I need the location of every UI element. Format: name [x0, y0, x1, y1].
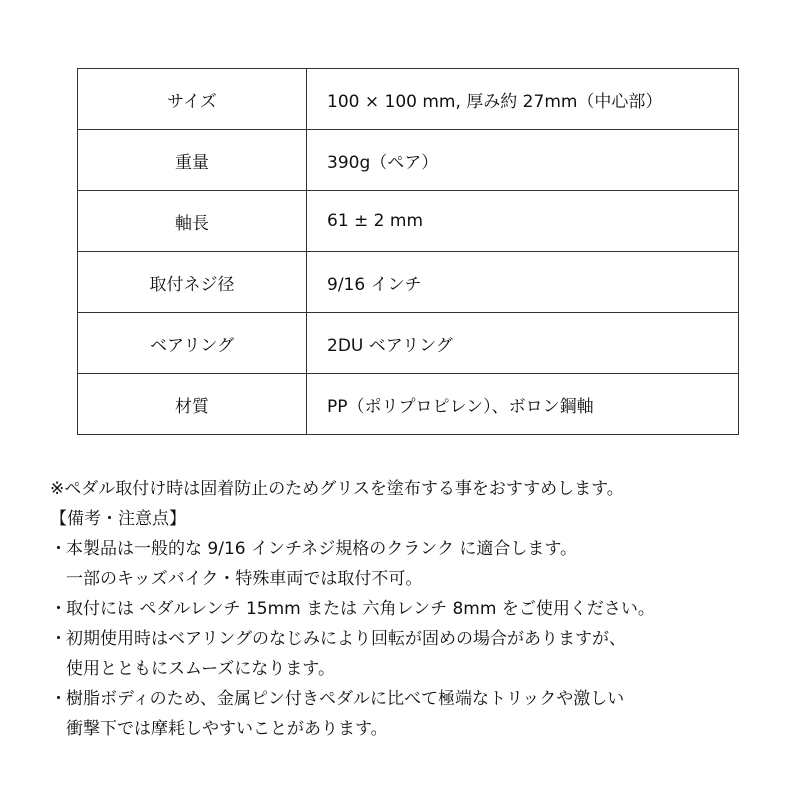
note-text-continued: 使用とともにスムーズになります。 [66, 659, 335, 679]
spec-value: PP（ポリプロピレン）、ボロン鋼軸 [307, 374, 739, 435]
spec-label: 重量 [78, 130, 307, 191]
spec-value: 390g（ペア） [307, 130, 739, 191]
spec-value: 2DU ベアリング [307, 313, 739, 374]
spec-value: 100 × 100 mm, 厚み約 27mm（中心部） [307, 69, 739, 130]
note-item [50, 534, 790, 594]
notes-section [50, 474, 790, 744]
note-text-continued: 一部のキッズバイク・特殊車両では取付不可。 [66, 569, 423, 589]
bullet-mark: ・ [50, 689, 67, 709]
spec-label: 取付ネジ径 [78, 252, 307, 313]
spec-value: 61 ± 2 mm [307, 191, 739, 252]
spec-row-weight [78, 130, 739, 191]
note-text: 初期使用時はベアリングのなじみにより回転が固めの場合がありますが、 [66, 629, 626, 649]
spec-value: 9/16 インチ [307, 252, 739, 313]
spec-row-axle-length [78, 191, 739, 252]
note-text: 本製品は一般的な 9/16 インチネジ規格のクランク に適合します。 [66, 539, 578, 559]
spec-label: 軸長 [78, 191, 307, 252]
bullet-mark: ・ [50, 629, 67, 649]
note-item [50, 594, 790, 624]
bullet-mark: ・ [50, 539, 67, 559]
grease-recommendation: ※ペダル取付け時は固着防止のためグリスを塗布する事をおすすめします。 [50, 479, 624, 499]
bullet-mark: ・ [50, 599, 67, 619]
note-text: 取付には ペダルレンチ 15mm または 六角レンチ 8mm をご使用ください。 [66, 599, 655, 619]
note-item [50, 684, 790, 744]
spec-row-material [78, 374, 739, 435]
spec-label: 材質 [78, 374, 307, 435]
spec-table [77, 68, 739, 435]
spec-label: ベアリング [78, 313, 307, 374]
spec-label: サイズ [78, 69, 307, 130]
note-text-continued: 衝撃下では摩耗しやすいことがあります。 [66, 719, 388, 739]
spec-row-thread [78, 252, 739, 313]
note-item [50, 624, 790, 684]
note-text: 樹脂ボディのため、金属ピン付きペダルに比べて極端なトリックや激しい [66, 689, 625, 709]
spec-row-size [78, 69, 739, 130]
spec-row-bearing [78, 313, 739, 374]
notes-heading: 【備考・注意点】 [50, 509, 186, 529]
